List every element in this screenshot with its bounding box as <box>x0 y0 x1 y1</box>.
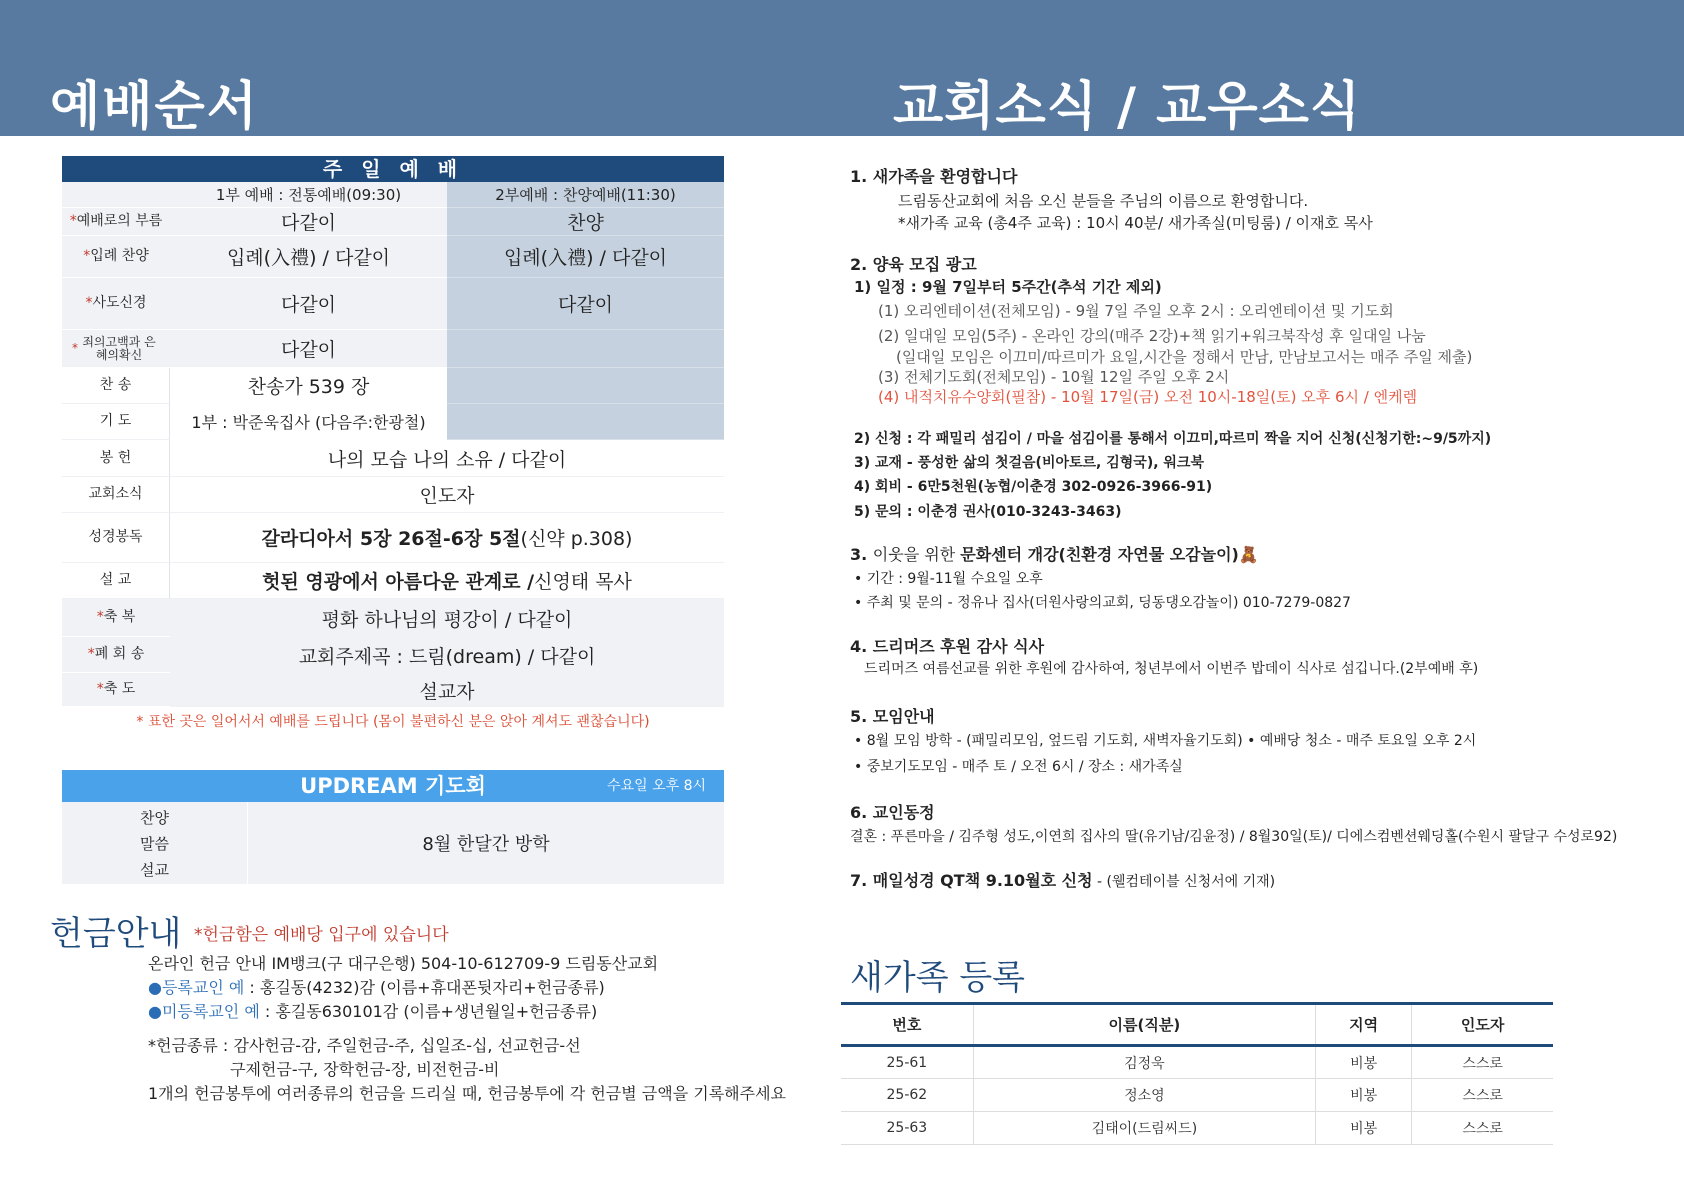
worship-row: * 폐 회 송 교회주제곡 : 드림(dream) / 다같이 <box>62 637 724 673</box>
worship-row: 기 도 1부 : 박준욱집사 (다음주:한광철) <box>62 404 724 440</box>
new-family-title: 새가족 등록 <box>850 958 1026 998</box>
updream-time: 수요일 오후 8시 <box>607 778 706 794</box>
sermon-title: 헛된 영광에서 아름다운 관계로 / <box>262 571 535 593</box>
offering-info: 온라인 헌금 안내 IM뱅크(구 대구은행) 504-10-612709-9 드림동산교회 ●등록교인 예 : 홍길동(4232)감 (이름+휴대폰뒷자리+헌금종류) ●미등록교인 예 : 홍길동630101감 (이름+생년월일+헌금종류) *헌금종류 : 감사헌금-감, 주일헌금-주, 십일조-십, 선교헌금-선 구제헌금-구, 장학헌금-장, 비전헌금-비 1개의 헌금봉투에 여러종류의 헌금을 드리실 때, 헌금봉투에 각 헌금별 금액을 기록해주세요 <box>148 954 786 1103</box>
scripture-reference: 갈라디아서 5장 26절-6장 5절 <box>261 528 521 550</box>
news-item-title: 2. 양육 모집 광고 <box>850 255 977 274</box>
table-header-row: 번호 이름(직분) 지역 인도자 <box>841 1004 1553 1046</box>
service1-header: 1부 예배 : 전통예배(09:30) <box>170 182 447 208</box>
news-item-title: 1. 새가족을 환영합니다 <box>850 167 1018 186</box>
news-item-title: 7. 매일성경 QT책 9.10월호 신청 - (웰컴테이블 신청서에 기재) <box>850 871 1276 890</box>
offering-box-note: *헌금함은 예배당 입구에 있습니다 <box>194 925 449 945</box>
worship-row: * 축 복 평화 하나님의 평강이 / 다같이 <box>62 599 724 637</box>
updream-prayer-table <box>62 770 724 884</box>
news-item-title: 5. 모임안내 <box>850 707 935 726</box>
church-news-title: 교회소식 / 교우소식 <box>893 77 1362 137</box>
teddy-bear-icon: 🧸 <box>1238 545 1259 564</box>
table-row: 25-63 김태이(드림씨드) 비봉 스스로 <box>841 1112 1553 1145</box>
news-item-title: 3. 이웃을 위한 문화센터 개강(친환경 자연물 오감놀이)🧸 <box>850 545 1259 564</box>
updream-content: 8월 한달간 방학 <box>422 834 550 855</box>
updream-heading <box>62 770 724 802</box>
worship-row: 설 교 헛된 영광에서 아름다운 관계로 / 신영태 목사 <box>62 563 724 599</box>
service2-header: 2부예배 : 찬양예배(11:30) <box>447 182 724 208</box>
service-header-row <box>62 182 724 208</box>
offering-title: 헌금안내 <box>50 914 182 954</box>
worship-row: 찬 송 찬송가 539 장 <box>62 368 724 404</box>
news-item-title: 4. 드리머즈 후원 감사 식사 <box>850 637 1045 656</box>
worship-row: * 입례 찬양 입례(入禮) / 다같이 입례(入禮) / 다같이 <box>62 236 724 278</box>
worship-row: 성경봉독 갈라디아서 5장 26절-6장 5절 (신약 p.308) <box>62 513 724 563</box>
news-item-title: 6. 교인동정 <box>850 803 935 822</box>
table-row: 25-61 김정욱 비봉 스스로 <box>841 1046 1553 1079</box>
worship-order-title: 예배순서 <box>50 77 259 137</box>
worship-row: * 축 도 설교자 <box>62 673 724 707</box>
standing-note: * 표한 곳은 일어서서 예배를 드립니다 (몸이 불편하신 분은 앉아 계셔도 괜찮습니다) <box>136 714 650 730</box>
updream-label: 설교 <box>140 860 169 879</box>
worship-row: 교회소식 인도자 <box>62 477 724 513</box>
updream-label: 찬양 <box>140 808 169 827</box>
sunday-worship-table <box>62 156 724 731</box>
worship-row: * 사도신경 다같이 다같이 <box>62 278 724 330</box>
table-row: 25-62 정소영 비봉 스스로 <box>841 1079 1553 1112</box>
worship-row: * 예배로의 부름 다같이 찬양 <box>62 208 724 236</box>
worship-row: 봉 헌 나의 모습 나의 소유 / 다같이 <box>62 440 724 477</box>
sunday-worship-heading: 주 일 예 배 <box>62 156 724 182</box>
updream-title: UPDREAM 기도회 <box>300 774 486 798</box>
new-family-table <box>841 1002 1553 1145</box>
updream-label: 말씀 <box>140 834 169 853</box>
worship-row: * 죄의고백과 은혜의확신 다같이 <box>62 330 724 368</box>
